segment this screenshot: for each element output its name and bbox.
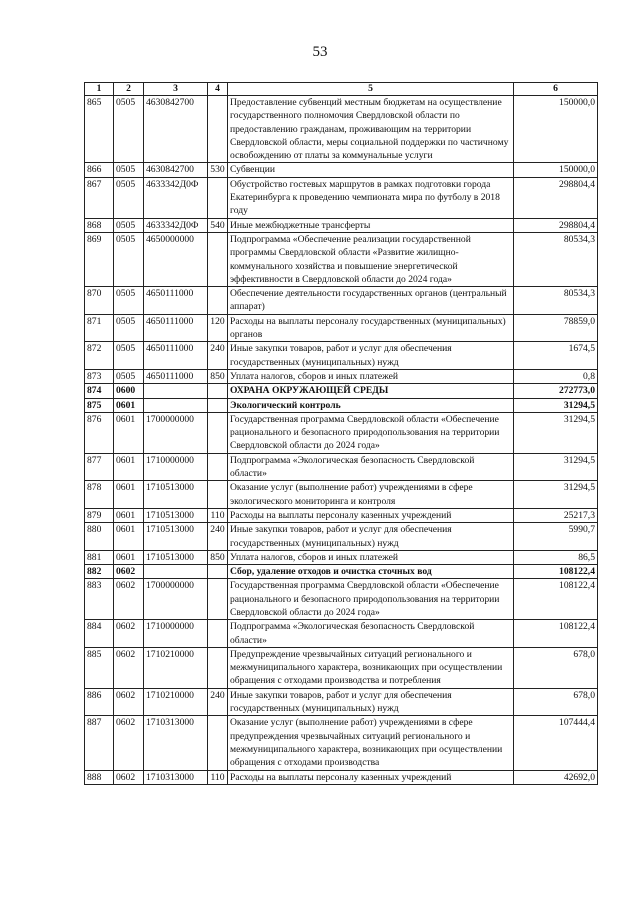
expense-type-code <box>208 716 228 770</box>
row-number: 877 <box>85 453 114 481</box>
item-name: ОХРАНА ОКРУЖАЮЩЕЙ СРЕДЫ <box>228 384 514 398</box>
item-sum: 107444,4 <box>514 716 598 770</box>
section-code: 0601 <box>114 412 144 453</box>
section-code: 0602 <box>114 716 144 770</box>
target-article-code: 1710000000 <box>144 620 208 648</box>
target-article-code: 1710313000 <box>144 770 208 784</box>
target-article-code: 1710000000 <box>144 453 208 481</box>
table-row <box>85 508 598 522</box>
target-article-code: 1710513000 <box>144 508 208 522</box>
row-number: 879 <box>85 508 114 522</box>
table-row <box>85 232 598 286</box>
target-article-code: 4650111000 <box>144 342 208 370</box>
expense-type-code: 530 <box>208 163 228 177</box>
target-article-code: 1710513000 <box>144 550 208 564</box>
header-col-6: 6 <box>514 83 598 96</box>
item-name: Предоставление субвенций местным бюджетам на осуществление государственного полномочия Свердловской области по предоставлению гражданам, проживающим на территории Свердловской области, меры социальной поддержки по частичному освобождению от платы за коммунальные услуги <box>228 96 514 163</box>
table-row <box>85 770 598 784</box>
table-row <box>85 398 598 412</box>
table-row <box>85 716 598 770</box>
target-article-code: 4650000000 <box>144 232 208 286</box>
section-code: 0505 <box>114 163 144 177</box>
section-code: 0505 <box>114 96 144 163</box>
expense-type-code <box>208 647 228 688</box>
expense-type-code: 850 <box>208 550 228 564</box>
item-name: Государственная программа Свердловской области «Обеспечение рационального и безопасного природопользования на территории Свердловской области до 2024 года» <box>228 412 514 453</box>
table-row <box>85 620 598 648</box>
section-code: 0505 <box>114 218 144 232</box>
expense-type-code <box>208 384 228 398</box>
item-name: Иные закупки товаров, работ и услуг для обеспечения государственных (муниципальных) нужд <box>228 688 514 716</box>
item-name: Иные закупки товаров, работ и услуг для обеспечения государственных (муниципальных) нужд <box>228 342 514 370</box>
row-number: 883 <box>85 579 114 620</box>
row-number: 867 <box>85 177 114 218</box>
item-name: Обеспечение деятельности государственных органов (центральный аппарат) <box>228 287 514 315</box>
item-sum: 150000,0 <box>514 96 598 163</box>
row-number: 865 <box>85 96 114 163</box>
expense-type-code <box>208 177 228 218</box>
target-article-code: 4650111000 <box>144 287 208 315</box>
section-code: 0601 <box>114 453 144 481</box>
item-sum: 108122,4 <box>514 620 598 648</box>
item-name: Расходы на выплаты персоналу государственных (муниципальных) органов <box>228 314 514 342</box>
item-name: Иные закупки товаров, работ и услуг для обеспечения государственных (муниципальных) нужд <box>228 523 514 551</box>
table-row <box>85 481 598 509</box>
table-row <box>85 342 598 370</box>
item-name: Иные межбюджетные трансферты <box>228 218 514 232</box>
section-code: 0601 <box>114 481 144 509</box>
expense-type-code <box>208 565 228 579</box>
table-header-row <box>85 83 598 96</box>
item-name: Уплата налогов, сборов и иных платежей <box>228 369 514 383</box>
row-number: 874 <box>85 384 114 398</box>
target-article-code: 4650111000 <box>144 314 208 342</box>
expense-type-code <box>208 398 228 412</box>
section-code: 0505 <box>114 287 144 315</box>
header-col-1: 1 <box>85 83 114 96</box>
row-number: 888 <box>85 770 114 784</box>
item-sum: 42692,0 <box>514 770 598 784</box>
row-number: 878 <box>85 481 114 509</box>
row-number: 870 <box>85 287 114 315</box>
section-code: 0505 <box>114 369 144 383</box>
item-name: Оказание услуг (выполнение работ) учреждениями в сфере предупреждения чрезвычайных ситуаций регионального и межмуниципального характера, возникающих при осуществлении обращения с отходами производства <box>228 716 514 770</box>
section-code: 0505 <box>114 232 144 286</box>
header-col-2: 2 <box>114 83 144 96</box>
expense-type-code <box>208 620 228 648</box>
item-name: Расходы на выплаты персоналу казенных учреждений <box>228 770 514 784</box>
table-row <box>85 550 598 564</box>
table-row <box>85 96 598 163</box>
item-sum: 31294,5 <box>514 398 598 412</box>
item-sum: 678,0 <box>514 688 598 716</box>
section-code: 0600 <box>114 384 144 398</box>
target-article-code: 4633342Д0Ф <box>144 177 208 218</box>
budget-table <box>84 82 598 785</box>
item-sum: 80534,3 <box>514 232 598 286</box>
row-number: 875 <box>85 398 114 412</box>
expense-type-code: 850 <box>208 369 228 383</box>
item-sum: 31294,5 <box>514 481 598 509</box>
target-article-code <box>144 565 208 579</box>
section-code: 0602 <box>114 565 144 579</box>
section-code: 0601 <box>114 523 144 551</box>
table-row <box>85 369 598 383</box>
target-article-code <box>144 398 208 412</box>
target-article-code: 1710210000 <box>144 688 208 716</box>
table-row <box>85 412 598 453</box>
expense-type-code: 540 <box>208 218 228 232</box>
item-sum: 86,5 <box>514 550 598 564</box>
expense-type-code: 240 <box>208 523 228 551</box>
table-row <box>85 565 598 579</box>
item-sum: 298804,4 <box>514 218 598 232</box>
item-name: Субвенции <box>228 163 514 177</box>
item-sum: 5990,7 <box>514 523 598 551</box>
item-name: Государственная программа Свердловской области «Обеспечение рационального и безопасного природопользования на территории Свердловской области до 2024 года» <box>228 579 514 620</box>
table-row <box>85 163 598 177</box>
expense-type-code <box>208 287 228 315</box>
item-sum: 25217,3 <box>514 508 598 522</box>
row-number: 869 <box>85 232 114 286</box>
item-sum: 0,8 <box>514 369 598 383</box>
table-row <box>85 688 598 716</box>
item-sum: 1674,5 <box>514 342 598 370</box>
item-name: Уплата налогов, сборов и иных платежей <box>228 550 514 564</box>
expense-type-code <box>208 481 228 509</box>
target-article-code: 1700000000 <box>144 412 208 453</box>
item-sum: 272773,0 <box>514 384 598 398</box>
section-code: 0602 <box>114 647 144 688</box>
row-number: 872 <box>85 342 114 370</box>
target-article-code: 1710513000 <box>144 523 208 551</box>
target-article-code: 4650111000 <box>144 369 208 383</box>
item-name: Оказание услуг (выполнение работ) учреждениями в сфере экологического мониторинга и контроля <box>228 481 514 509</box>
expense-type-code: 110 <box>208 770 228 784</box>
item-name: Сбор, удаление отходов и очистка сточных вод <box>228 565 514 579</box>
row-number: 882 <box>85 565 114 579</box>
section-code: 0601 <box>114 550 144 564</box>
section-code: 0601 <box>114 398 144 412</box>
table-body <box>85 96 598 785</box>
section-code: 0602 <box>114 620 144 648</box>
section-code: 0601 <box>114 508 144 522</box>
section-code: 0505 <box>114 177 144 218</box>
table-row <box>85 287 598 315</box>
section-code: 0505 <box>114 342 144 370</box>
item-name: Экологический контроль <box>228 398 514 412</box>
page-number: 53 <box>312 44 328 60</box>
row-number: 871 <box>85 314 114 342</box>
row-number: 868 <box>85 218 114 232</box>
row-number: 881 <box>85 550 114 564</box>
header-col-3: 3 <box>144 83 208 96</box>
header-col-4: 4 <box>208 83 228 96</box>
table-row <box>85 218 598 232</box>
target-article-code: 1710313000 <box>144 716 208 770</box>
expense-type-code <box>208 412 228 453</box>
section-code: 0602 <box>114 579 144 620</box>
header-col-5: 5 <box>228 83 514 96</box>
table-row <box>85 177 598 218</box>
table-row <box>85 647 598 688</box>
row-number: 880 <box>85 523 114 551</box>
table-row <box>85 314 598 342</box>
item-name: Подпрограмма «Экологическая безопасность Свердловской области» <box>228 620 514 648</box>
item-name: Обустройство гостевых маршрутов в рамках подготовки города Екатеринбурга к проведению чемпионата мира по футболу в 2018 году <box>228 177 514 218</box>
row-number: 884 <box>85 620 114 648</box>
item-sum: 80534,3 <box>514 287 598 315</box>
item-sum: 108122,4 <box>514 565 598 579</box>
item-sum: 31294,5 <box>514 412 598 453</box>
target-article-code: 1710513000 <box>144 481 208 509</box>
expense-type-code: 240 <box>208 688 228 716</box>
item-sum: 678,0 <box>514 647 598 688</box>
row-number: 886 <box>85 688 114 716</box>
item-name: Предупреждение чрезвычайных ситуаций регионального и межмуниципального характера, возникающих при осуществлении обращения с отходами производства и потребления <box>228 647 514 688</box>
table-row <box>85 453 598 481</box>
target-article-code: 4630842700 <box>144 163 208 177</box>
row-number: 885 <box>85 647 114 688</box>
expense-type-code: 110 <box>208 508 228 522</box>
expense-type-code <box>208 453 228 481</box>
row-number: 887 <box>85 716 114 770</box>
expense-type-code <box>208 232 228 286</box>
table-row <box>85 579 598 620</box>
item-sum: 150000,0 <box>514 163 598 177</box>
table-row <box>85 523 598 551</box>
section-code: 0505 <box>114 314 144 342</box>
item-sum: 108122,4 <box>514 579 598 620</box>
item-sum: 298804,4 <box>514 177 598 218</box>
row-number: 866 <box>85 163 114 177</box>
item-sum: 31294,5 <box>514 453 598 481</box>
item-sum: 78859,0 <box>514 314 598 342</box>
item-name: Подпрограмма «Обеспечение реализации государственной программы Свердловской области «Развитие жилищно-коммунального хозяйства и повышение энергетической эффективности в Свердловской области до 2024 года» <box>228 232 514 286</box>
row-number: 876 <box>85 412 114 453</box>
table-row <box>85 384 598 398</box>
target-article-code: 1700000000 <box>144 579 208 620</box>
expense-type-code: 120 <box>208 314 228 342</box>
expense-type-code <box>208 96 228 163</box>
section-code: 0602 <box>114 770 144 784</box>
item-name: Расходы на выплаты персоналу казенных учреждений <box>228 508 514 522</box>
section-code: 0602 <box>114 688 144 716</box>
expense-type-code <box>208 579 228 620</box>
target-article-code: 4630842700 <box>144 96 208 163</box>
expense-type-code: 240 <box>208 342 228 370</box>
row-number: 873 <box>85 369 114 383</box>
item-name: Подпрограмма «Экологическая безопасность Свердловской области» <box>228 453 514 481</box>
target-article-code: 1710210000 <box>144 647 208 688</box>
target-article-code: 4633342Д0Ф <box>144 218 208 232</box>
target-article-code <box>144 384 208 398</box>
